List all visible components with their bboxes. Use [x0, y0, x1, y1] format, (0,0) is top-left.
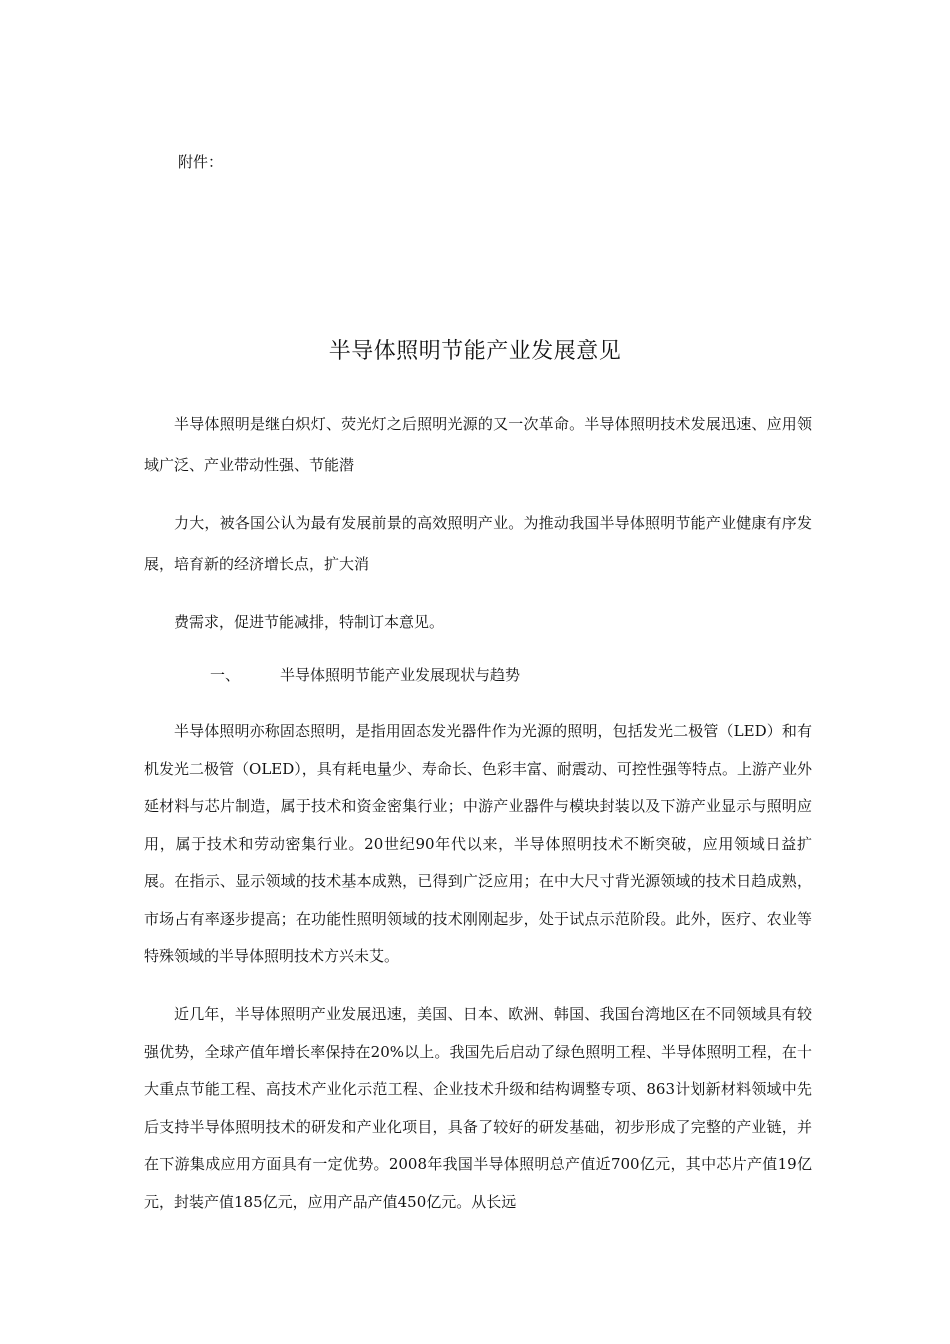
section-heading	[210, 662, 520, 688]
section-number: 一、	[210, 666, 241, 684]
paragraph-status: 半导体照明亦称固态照明，是指用固态发光器件作为光源的照明，包括发光二极管（LED）和有机发光二极管（OLED），具有耗电量少、寿命长、色彩丰富、耐震动、可控性强等特点。上游产业外延材料与芯片制造，属于技术和资金密集行业；中游产业器件与模块封装以及下游产业显示与照明应用，属于技术和劳动密集行业。20世纪90年代以来，半导体照明技术不断突破，应用领域日益扩展。在指示、显示领域的技术基本成熟，已得到广泛应用；在中大尺寸背光源领域的技术日趋成熟，市场占有率逐步提高；在功能性照明领域的技术刚刚起步，处于试点示范阶段。此外，医疗、农业等特殊领域的半导体照明技术方兴未艾。	[144, 722, 812, 965]
paragraph-intro-3: 费需求，促进节能减排，特制订本意见。	[174, 613, 445, 631]
paragraph-development: 近几年，半导体照明产业发展迅速，美国、日本、欧洲、韩国、我国台湾地区在不同领域具有较强优势，全球产值年增长率保持在20%以上。我国先后启动了绿色照明工程、半导体照明工程，在十大重点节能工程、高技术产业化示范工程、企业技术升级和结构调整专项、863计划新材料领域中先后支持半导体照明技术的研发和产业化项目，具备了较好的研发基础，初步形成了完整的产业链，并在下游集成应用方面具有一定优势。2008年我国半导体照明总产值近700亿元，其中芯片产值19亿元，封装产值185亿元，应用产品产值450亿元。从长远	[144, 1005, 812, 1211]
attachment-label: 附件：	[178, 153, 224, 171]
document-title: 半导体照明节能产业发展意见	[328, 339, 622, 364]
section-heading-text: 半导体照明节能产业发展现状与趋势	[280, 666, 521, 684]
paragraph-intro-2: 力大，被各国公认为最有发展前景的高效照明产业。为推动我国半导体照明节能产业健康有序发展，培育新的经济增长点，扩大消	[144, 514, 812, 573]
paragraph-intro-1: 半导体照明是继白炽灯、荧光灯之后照明光源的又一次革命。半导体照明技术发展迅速、应用领域广泛、产业带动性强、节能潜	[144, 415, 812, 474]
